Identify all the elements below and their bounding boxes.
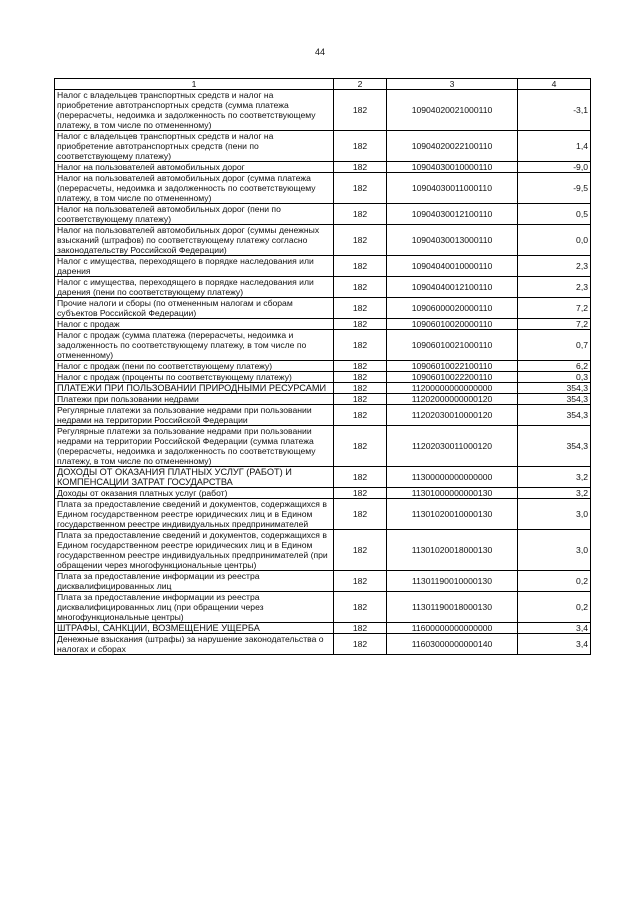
budget-revenue-table <box>54 78 591 655</box>
column-header-3: 3 <box>387 79 518 90</box>
table-row <box>55 319 591 330</box>
row-amount: 1,4 <box>518 131 591 162</box>
table-row <box>55 298 591 319</box>
table-row <box>55 499 591 530</box>
row-amount: 0,7 <box>518 330 591 361</box>
row-amount: 3,0 <box>518 530 591 571</box>
table-row <box>55 256 591 277</box>
row-admin-code: 182 <box>334 361 387 372</box>
row-amount: 354,3 <box>518 383 591 394</box>
row-name: Налог с продаж (пени по соответствующему платежу) <box>55 361 334 372</box>
row-classification-code: 10904030010000110 <box>387 162 518 173</box>
row-amount: 0,5 <box>518 204 591 225</box>
row-admin-code: 182 <box>334 405 387 426</box>
row-classification-code: 11301190018000130 <box>387 592 518 623</box>
row-classification-code: 11600000000000000 <box>387 623 518 634</box>
row-name: Налог на пользователей автомобильных дорог (пени по соответствующему платежу) <box>55 204 334 225</box>
row-classification-code: 11301000000000130 <box>387 488 518 499</box>
row-amount: -9,0 <box>518 162 591 173</box>
table-row <box>55 225 591 256</box>
row-amount: 2,3 <box>518 256 591 277</box>
row-name: Регулярные платежи за пользование недрами при пользовании недрами на территории Российской Федерации (сумма платежа (перерасчеты, недоимка и задолженность по соответствующему платежу, в том числе по отмененному) <box>55 426 334 467</box>
row-amount: 3,4 <box>518 634 591 655</box>
table-row <box>55 623 591 634</box>
table-row <box>55 162 591 173</box>
row-classification-code: 11603000000000140 <box>387 634 518 655</box>
row-classification-code: 11301190010000130 <box>387 571 518 592</box>
row-admin-code: 182 <box>334 499 387 530</box>
table-row <box>55 488 591 499</box>
row-admin-code: 182 <box>334 319 387 330</box>
row-admin-code: 182 <box>334 426 387 467</box>
row-amount: 0,0 <box>518 225 591 256</box>
row-classification-code: 10906010021000110 <box>387 330 518 361</box>
row-admin-code: 182 <box>334 298 387 319</box>
table-row <box>55 571 591 592</box>
row-admin-code: 182 <box>334 256 387 277</box>
row-name: Плата за предоставление информации из реестра дисквалифицированных лиц <box>55 571 334 592</box>
row-admin-code: 182 <box>334 634 387 655</box>
table-row <box>55 383 591 394</box>
row-admin-code: 182 <box>334 571 387 592</box>
row-name: Налог с продаж (проценты по соответствующему платежу) <box>55 372 334 383</box>
table-row <box>55 405 591 426</box>
table-row <box>55 592 591 623</box>
table-row <box>55 394 591 405</box>
row-admin-code: 182 <box>334 330 387 361</box>
row-classification-code: 10904040010000110 <box>387 256 518 277</box>
row-name: ПЛАТЕЖИ ПРИ ПОЛЬЗОВАНИИ ПРИРОДНЫМИ РЕСУРСАМИ <box>55 383 334 394</box>
table-header-row <box>55 79 591 90</box>
row-classification-code: 10904030012100110 <box>387 204 518 225</box>
row-name: Платежи при пользовании недрами <box>55 394 334 405</box>
column-header-1: 1 <box>55 79 334 90</box>
row-classification-code: 10904030013000110 <box>387 225 518 256</box>
row-name: Налог с продаж (сумма платежа (перерасчеты, недоимка и задолженность по соответствующему платежу, в том числе по отмененному) <box>55 330 334 361</box>
row-admin-code: 182 <box>334 488 387 499</box>
row-admin-code: 182 <box>334 394 387 405</box>
row-amount: -9,5 <box>518 173 591 204</box>
row-classification-code: 10906000020000110 <box>387 298 518 319</box>
row-name: Налог на пользователей автомобильных дорог (суммы денежных взысканий (штрафов) по соответствующему платежу согласно законодательству Российской Федерации) <box>55 225 334 256</box>
row-name: Денежные взыскания (штрафы) за нарушение законодательства о налогах и сборах <box>55 634 334 655</box>
row-name: Регулярные платежи за пользование недрами при пользовании недрами на территории Российской Федерации <box>55 405 334 426</box>
page-number: 44 <box>314 47 325 57</box>
row-amount: 3,2 <box>518 467 591 488</box>
row-amount: 354,3 <box>518 426 591 467</box>
row-admin-code: 182 <box>334 467 387 488</box>
row-admin-code: 182 <box>334 592 387 623</box>
row-amount: 6,2 <box>518 361 591 372</box>
table-body <box>55 90 591 655</box>
row-admin-code: 182 <box>334 90 387 131</box>
row-admin-code: 182 <box>334 173 387 204</box>
row-name: Налог с владельцев транспортных средств и налог на приобретение автотранспортных средств (пени по соответствующему платежу) <box>55 131 334 162</box>
row-admin-code: 182 <box>334 530 387 571</box>
row-name: ШТРАФЫ, САНКЦИИ, ВОЗМЕЩЕНИЕ УЩЕРБА <box>55 623 334 634</box>
row-name: Налог с имущества, переходящего в порядке наследования или дарения (пени по соответствующему платежу) <box>55 277 334 298</box>
row-name: Плата за предоставление сведений и документов, содержащихся в Едином государственном реестре юридических лиц и в Едином государственном реестре индивидуальных предпринимателей (при обращении через многофункциональные центры) <box>55 530 334 571</box>
row-classification-code: 11301020010000130 <box>387 499 518 530</box>
row-amount: 0,2 <box>518 592 591 623</box>
row-admin-code: 182 <box>334 131 387 162</box>
row-name: Налог с владельцев транспортных средств и налог на приобретение автотранспортных средств (сумма платежа (перерасчеты, недоимка и задолженность по соответствующему платежу, в том числе по отмененному) <box>55 90 334 131</box>
row-name: Плата за предоставление информации из реестра дисквалифицированных лиц (при обращении через многофункциональные центры) <box>55 592 334 623</box>
table-row <box>55 204 591 225</box>
row-amount: 7,2 <box>518 319 591 330</box>
row-classification-code: 11202000000000120 <box>387 394 518 405</box>
row-admin-code: 182 <box>334 225 387 256</box>
row-name: Доходы от оказания платных услуг (работ) <box>55 488 334 499</box>
row-name: Налог с имущества, переходящего в порядке наследования или дарения <box>55 256 334 277</box>
row-amount: 3,2 <box>518 488 591 499</box>
table-row <box>55 330 591 361</box>
table-row <box>55 131 591 162</box>
row-amount: 7,2 <box>518 298 591 319</box>
row-name: Налог на пользователей автомобильных дорог (сумма платежа (перерасчеты, недоимка и задолженность по соответствующему платежу, в том числе по отмененному) <box>55 173 334 204</box>
row-classification-code: 11202030011000120 <box>387 426 518 467</box>
row-classification-code: 10906010022100110 <box>387 361 518 372</box>
row-classification-code: 11301020018000130 <box>387 530 518 571</box>
row-amount: 354,3 <box>518 394 591 405</box>
row-admin-code: 182 <box>334 383 387 394</box>
table-row <box>55 361 591 372</box>
row-amount: 354,3 <box>518 405 591 426</box>
column-header-2: 2 <box>334 79 387 90</box>
row-amount: 3,4 <box>518 623 591 634</box>
row-amount: 2,3 <box>518 277 591 298</box>
table-row <box>55 467 591 488</box>
row-admin-code: 182 <box>334 623 387 634</box>
table-row <box>55 634 591 655</box>
column-header-4: 4 <box>518 79 591 90</box>
row-admin-code: 182 <box>334 204 387 225</box>
row-classification-code: 11200000000000000 <box>387 383 518 394</box>
row-amount: 3,0 <box>518 499 591 530</box>
row-classification-code: 10904040012100110 <box>387 277 518 298</box>
row-name: Плата за предоставление сведений и документов, содержащихся в Едином государственном реестре юридических лиц и в Едином государственном реестре индивидуальных предпринимателей <box>55 499 334 530</box>
table-row <box>55 426 591 467</box>
row-admin-code: 182 <box>334 277 387 298</box>
row-classification-code: 11300000000000000 <box>387 467 518 488</box>
row-classification-code: 10906010020000110 <box>387 319 518 330</box>
table-row <box>55 277 591 298</box>
row-amount: 0,2 <box>518 571 591 592</box>
table-row <box>55 173 591 204</box>
row-classification-code: 10904020022100110 <box>387 131 518 162</box>
row-name: ДОХОДЫ ОТ ОКАЗАНИЯ ПЛАТНЫХ УСЛУГ (РАБОТ) И КОМПЕНСАЦИИ ЗАТРАТ ГОСУДАРСТВА <box>55 467 334 488</box>
row-name: Налог на пользователей автомобильных дорог <box>55 162 334 173</box>
row-name: Прочие налоги и сборы (по отмененным налогам и сборам субъектов Российской Федерации) <box>55 298 334 319</box>
table-row <box>55 530 591 571</box>
row-amount: 0,3 <box>518 372 591 383</box>
row-classification-code: 10906010022200110 <box>387 372 518 383</box>
row-amount: -3,1 <box>518 90 591 131</box>
row-admin-code: 182 <box>334 162 387 173</box>
table-row <box>55 90 591 131</box>
row-classification-code: 11202030010000120 <box>387 405 518 426</box>
row-classification-code: 10904020021000110 <box>387 90 518 131</box>
row-name: Налог с продаж <box>55 319 334 330</box>
row-admin-code: 182 <box>334 372 387 383</box>
row-classification-code: 10904030011000110 <box>387 173 518 204</box>
table-row <box>55 372 591 383</box>
